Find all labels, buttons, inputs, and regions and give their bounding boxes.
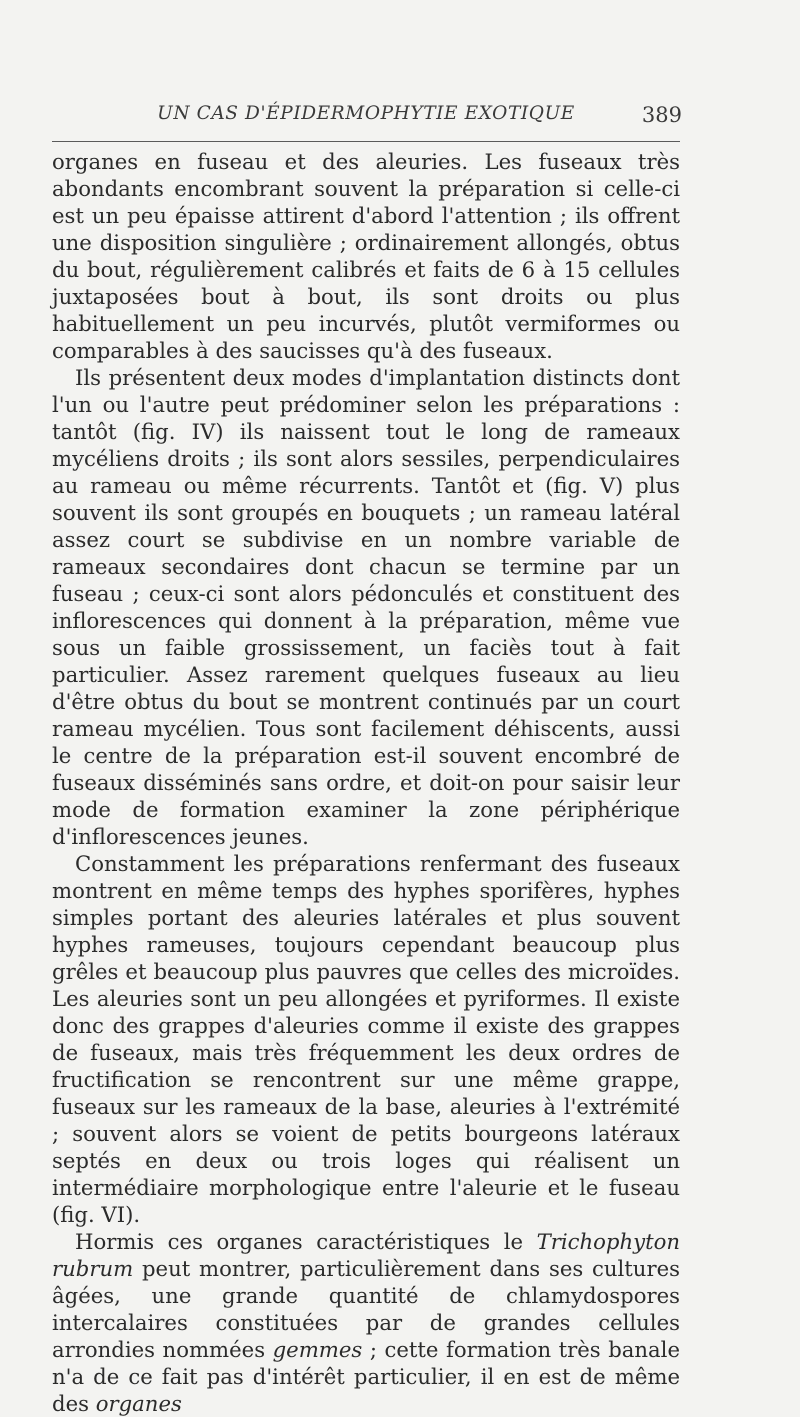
term-gemmes: gemmes: [272, 1337, 363, 1362]
paragraph-4: [52, 1228, 680, 1417]
term-organes: organes: [95, 1391, 182, 1416]
running-head: [52, 103, 680, 137]
paragraph-4-text-b: peut montrer, particulièrement dans ses cultures âgées, une grande quantité de chlamydospores intercalaires constituées par de grandes cellules arrondies nommées: [52, 1256, 680, 1362]
body-text: [52, 148, 680, 1417]
paragraph-4-text-a: Hormis ces organes caractéristiques le: [75, 1229, 537, 1254]
paragraph-1: organes en fuseau et des aleuries. Les fuseaux très abondants encombrant souvent la préparation si celle-ci est un peu épaisse attirent d'abord l'attention ; ils offrent une disposition singulière ; ordinairement allongés, obtus du bout, régulièrement calibrés et faits de 6 à 15 cellules juxtaposées bout à bout, ils sont droits ou plus habituellement un peu incurvés, plutôt vermiformes ou comparables à des saucisses qu'à des fuseaux.: [52, 149, 680, 363]
species-name: Trichophyton rubrum: [52, 1229, 680, 1281]
paragraph-3: Constamment les préparations renfermant des fuseaux montrent en même temps des hyphes sporifères, hyphes simples portant des aleuries latérales et plus souvent hyphes rameuses, toujours cependant beaucoup plus grêles et beaucoup plus pauvres que celles des microïdes. Les aleuries sont un peu allongées et pyriformes. Il existe donc des grappes d'aleuries comme il existe des grappes de fuseaux, mais très fréquemment les deux ordres de fructification se rencontrent sur une même grappe, fuseaux sur les rameaux de la base, aleuries à l'extrémité ; souvent alors se voient de petits bourgeons latéraux septés en deux ou trois loges qui réalisent un intermédiaire morphologique entre l'aleurie et le fuseau (fig. VI).: [52, 851, 680, 1227]
paragraph-4-text-c: ; cette formation très banale n'a de ce fait pas d'intérêt particulier, il en est de même des: [52, 1337, 680, 1416]
header-rule: [52, 141, 680, 142]
running-title: UN CAS D'ÉPIDERMOPHYTIE EXOTIQUE: [157, 103, 575, 124]
page-number: 389: [641, 103, 682, 127]
paragraph-2: Ils présentent deux modes d'implantation distincts dont l'un ou l'autre peut prédominer selon les préparations : tantôt (fig. IV) ils naissent tout le long de rameaux mycéliens droits ; ils sont alors sessiles, perpendiculaires au rameau ou même récurrents. Tantôt et (fig. V) plus souvent ils sont groupés en bouquets ; un rameau latéral assez court se subdivise en un nombre variable de rameaux secondaires dont chacun se termine par un fuseau ; ceux-ci sont alors pédonculés et constituent des inflorescences qui donnent à la préparation, même vue sous un faible grossissement, un faciès tout à fait particulier. Assez rarement quelques fuseaux au lieu d'être obtus du bout se montrent continués par un court rameau mycélien. Tous sont facilement déhiscents, aussi le centre de la préparation est-il souvent encombré de fuseaux disséminés sans ordre, et doit-on pour saisir leur mode de formation examiner la zone périphérique d'inflorescences jeunes.: [52, 365, 680, 849]
